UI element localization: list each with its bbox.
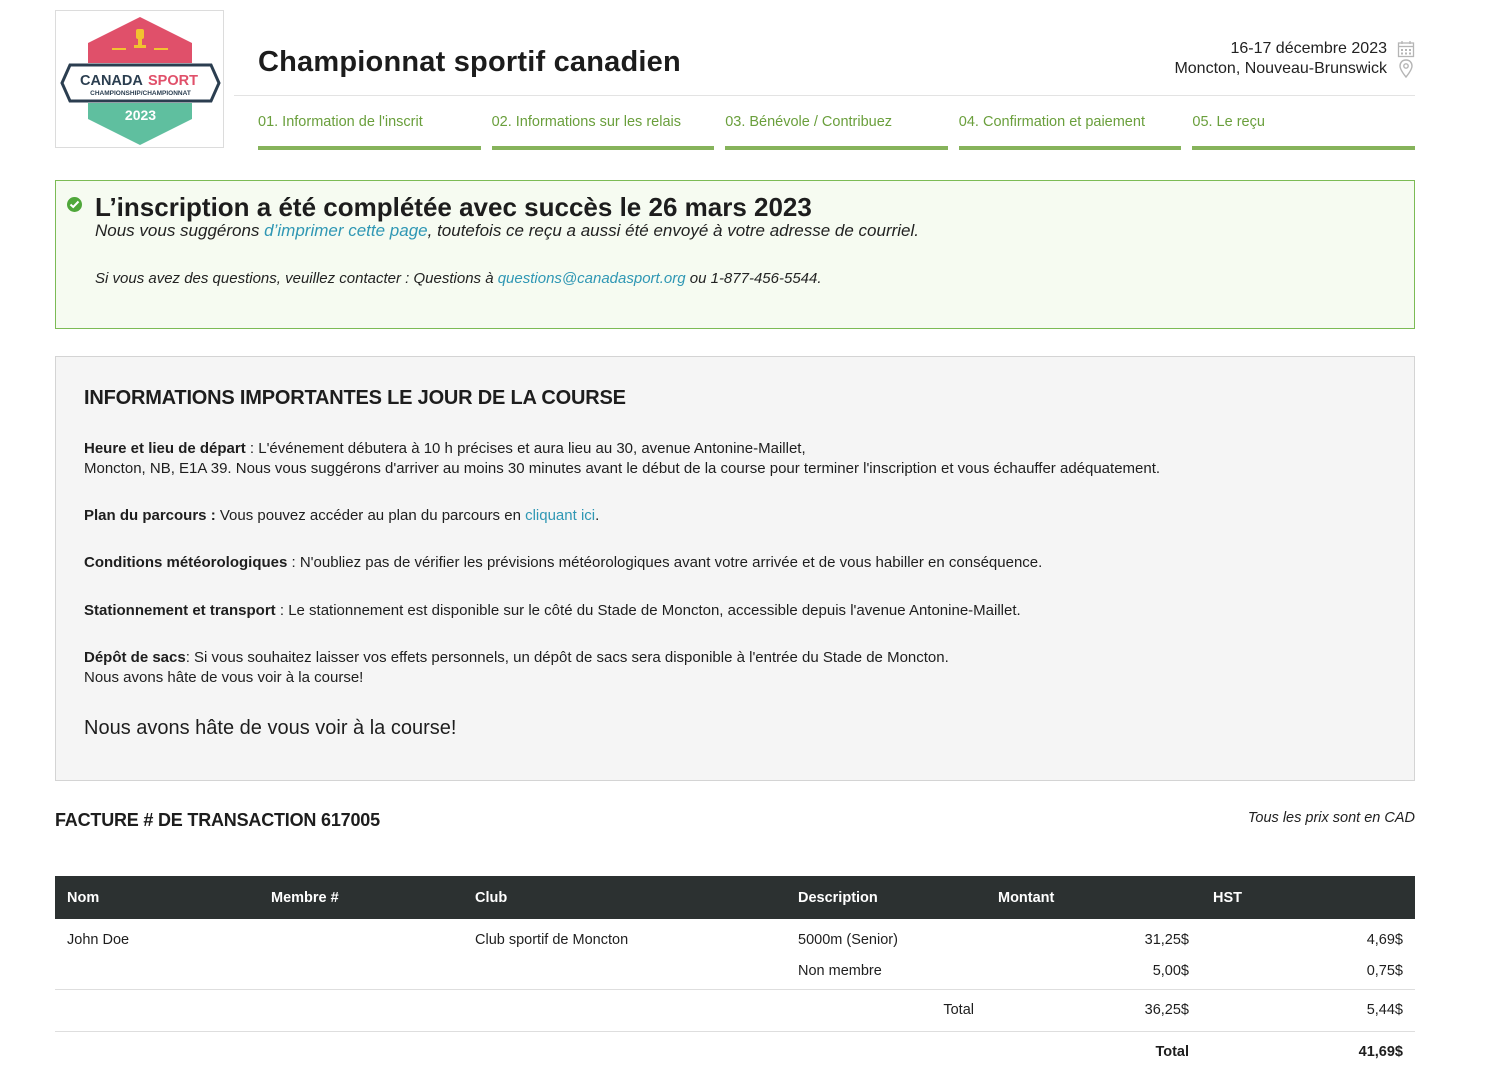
col-amount: Montant [986, 876, 1201, 919]
start-label: Heure et lieu de départ [84, 440, 246, 457]
weather-label: Conditions météorologiques [84, 554, 288, 571]
currency-note: Tous les prix sont en CAD [1247, 810, 1415, 826]
bags-text-2: Nous avons hâte de vous voir à la course! [84, 669, 364, 686]
subtotal-hst: 5,44$ [1201, 989, 1415, 1031]
parking-label: Stationnement et transport [84, 602, 276, 619]
invoice-title: FACTURE # DE TRANSACTION 617005 [55, 810, 380, 830]
row-amount: 5,00$ [1152, 963, 1189, 979]
subtotal-amount: 36,25$ [986, 989, 1201, 1031]
print-suggestion-prefix: Nous vous suggérons [95, 221, 265, 240]
row-member [259, 919, 463, 961]
col-hst: HST [1201, 876, 1415, 919]
print-page-link[interactable]: d’imprimer cette page [264, 221, 428, 240]
table-row [55, 919, 1415, 961]
race-day-info [55, 356, 1415, 781]
step-2-relay-info[interactable]: 02. Informations sur les relais [492, 112, 715, 150]
logo-year: 2023 [124, 107, 157, 123]
row-club [463, 961, 786, 989]
start-text-1: : L'événement débutera à 10 h précises et aura lieu au 30, avenue Antonine-Maillet, [245, 440, 806, 457]
course-map-link[interactable]: cliquant ici [525, 507, 596, 524]
page-title: Championnat sportif canadien [258, 46, 681, 78]
closing-message: Nous avons hâte de vous voir à la course! [84, 717, 457, 739]
col-name: Nom [55, 876, 259, 919]
parking-text: : Le stationnement est disponible sur le côté du Stade de Moncton, accessible depuis l'avenue Antonine-Maillet. [275, 602, 1021, 619]
contact-email-link[interactable]: questions@canadasport.org [497, 270, 686, 287]
table-row [55, 961, 1415, 989]
step-5-receipt[interactable]: 05. Le reçu [1192, 112, 1415, 150]
print-suggestion-suffix: , toutefois ce reçu a aussi été envoyé à votre adresse de courriel. [427, 221, 920, 240]
row-name [55, 961, 259, 989]
row-club: Club sportif de Moncton [475, 932, 629, 948]
subtotal-label: Total [786, 989, 986, 1031]
bags-text: : Si vous souhaitez laisser vos effets personnels, un dépôt de sacs sera disponible à l'entrée du Stade de Moncton. [185, 649, 949, 666]
check-circle-icon [67, 197, 82, 212]
weather-info [84, 553, 1384, 573]
step-4-confirmation-payment[interactable]: 04. Confirmation et paiement [959, 112, 1182, 150]
contact-suffix: ou 1-877-456-5544. [685, 270, 822, 287]
start-text-2: Moncton, NB, E1A 39. Nous vous suggérons d'arriver au moins 30 minutes avant le début de la course pour terminer l'inscription et vous échauffer adéquatement. [84, 460, 1161, 477]
registration-steps [258, 112, 1415, 150]
weather-text: : N'oubliez pas de vérifier les prévisions météorologiques avant votre arrivée et de vous habiller en conséquence. [287, 554, 1043, 571]
row-hst: 0,75$ [1366, 963, 1403, 979]
map-pin-icon [1397, 59, 1415, 78]
contact-prefix: Si vous avez des questions, veuillez contacter : Questions à [95, 270, 498, 287]
info-heading: INFORMATIONS IMPORTANTES LE JOUR DE LA COURSE [84, 387, 626, 409]
start-info [84, 439, 1384, 479]
invoice-header-row [55, 876, 1415, 919]
bags-label: Dépôt de sacs [84, 649, 186, 666]
logo-brand-word1: CANADA [80, 73, 143, 89]
grand-total-amount: 41,69$ [1358, 1044, 1403, 1061]
bag-drop-info [84, 648, 1384, 688]
row-amount: 31,25$ [1144, 932, 1189, 948]
event-location: Moncton, Nouveau-Brunswick [1174, 60, 1387, 77]
header-divider [234, 95, 1415, 96]
success-title: L’inscription a été complétée avec succès le 26 mars 2023 [95, 192, 812, 222]
course-text: Vous pouvez accéder au plan du parcours en [215, 507, 526, 524]
course-end: . [595, 507, 600, 524]
event-date: 16-17 décembre 2023 [1230, 40, 1387, 57]
step-1-registrant-info[interactable]: 01. Information de l'inscrit [258, 112, 481, 150]
course-map-info [84, 506, 1384, 526]
row-hst: 4,69$ [1366, 932, 1403, 948]
subtotal-row [55, 989, 1415, 1031]
logo-tagline: CHAMPIONSHIP/CHAMPIONNAT [90, 90, 191, 97]
invoice-table [55, 876, 1415, 1073]
parking-info [84, 601, 1384, 621]
print-suggestion [95, 221, 919, 241]
contact-info [95, 270, 822, 287]
success-alert [55, 180, 1415, 329]
event-logo [55, 10, 224, 148]
course-label: Plan du parcours : [84, 507, 216, 524]
row-member [259, 961, 463, 989]
logo-brand-word2: SPORT [148, 73, 198, 89]
row-name: John Doe [67, 932, 130, 948]
calendar-icon [1397, 40, 1415, 58]
col-member: Membre # [259, 876, 463, 919]
row-description: Non membre [798, 963, 882, 979]
canada-sport-logo [60, 15, 221, 145]
grand-total-row [55, 1031, 1415, 1073]
col-club: Club [463, 876, 786, 919]
grand-total-label: Total [1155, 1044, 1189, 1061]
row-description: 5000m (Senior) [798, 932, 898, 948]
event-meta [1174, 39, 1387, 79]
col-description: Description [786, 876, 986, 919]
step-3-volunteer[interactable]: 03. Bénévole / Contribuez [725, 112, 948, 150]
